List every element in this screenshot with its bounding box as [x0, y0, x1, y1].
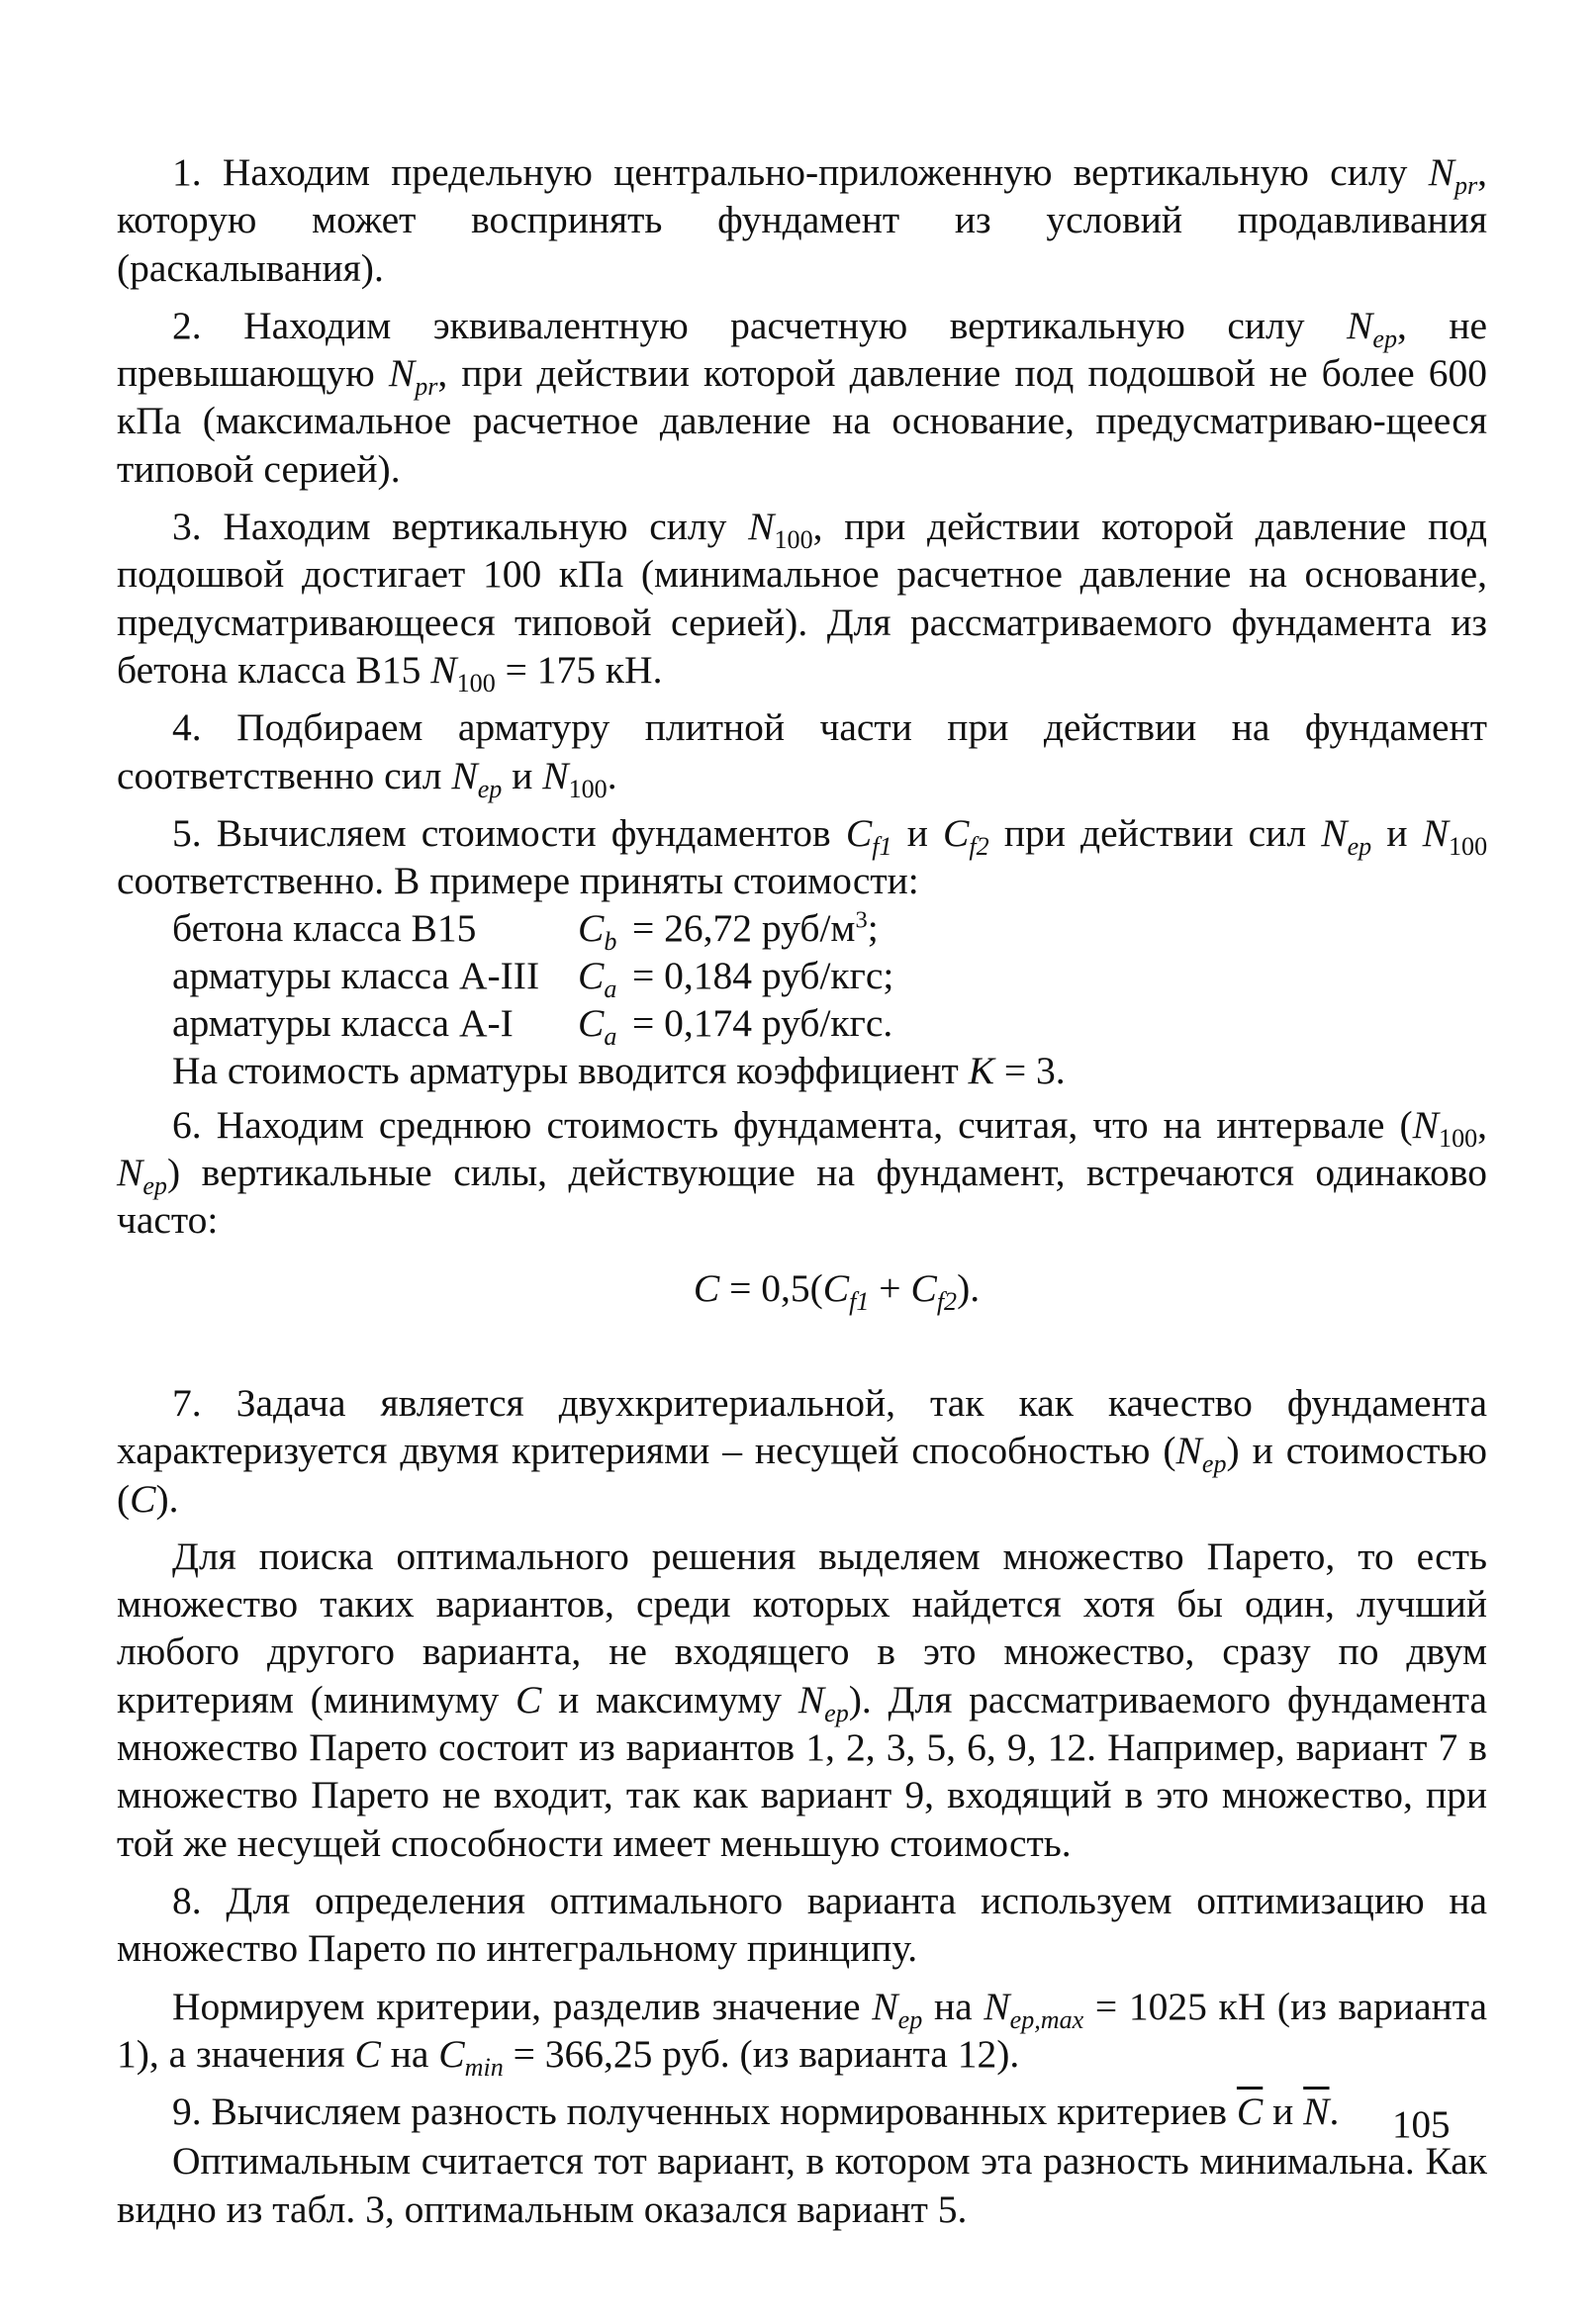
text: и	[906, 810, 928, 855]
text: при действии сил	[1003, 810, 1307, 855]
symbol-N: N	[984, 1984, 1010, 2028]
cost-symbol	[578, 999, 632, 1052]
subscript: f1	[872, 831, 892, 861]
symbol-N: N	[872, 1984, 898, 2028]
value-tail: ;	[867, 906, 879, 951]
text: и	[1272, 2090, 1294, 2134]
value-text: = 0,184 руб/кгс;	[632, 954, 894, 998]
symbol-K: K	[968, 1049, 994, 1093]
cost-label: арматуры класса А-III	[172, 954, 540, 998]
subscript: f1	[849, 1286, 870, 1316]
text: .	[1329, 2090, 1340, 2134]
value-text: = 26,72 руб/м	[632, 906, 856, 951]
symbol-C: C	[578, 1001, 605, 1046]
paragraph-step-2	[117, 302, 1487, 493]
symbol-C: C	[910, 1265, 937, 1310]
page-number: 105	[1392, 2103, 1451, 2146]
subscript: a	[604, 1022, 617, 1052]
symbol-C: C	[822, 1265, 850, 1310]
symbol-C: C	[845, 810, 873, 855]
paragraph-step-1	[117, 148, 1487, 292]
text: соответственно. В примере приняты стоимости:	[117, 859, 919, 903]
value-text: = 0,174 руб/кгс.	[632, 1001, 893, 1046]
symbol-C: C	[578, 954, 605, 998]
page-body	[117, 148, 1487, 2243]
text: 5. Вычисляем стоимости фундаментов	[172, 810, 831, 855]
text: На стоимость арматуры вводится коэффициент	[172, 1049, 959, 1093]
text: ) и стоимостью (	[117, 1429, 1487, 1521]
paragraph-coefficient	[117, 1047, 1487, 1094]
paragraph-step-9	[117, 2088, 1487, 2135]
symbol-N: N	[1347, 303, 1373, 347]
symbol-N: N	[542, 753, 569, 797]
text: = 366,25 руб. (из варианта 12).	[503, 2031, 1020, 2076]
formula-average-cost	[117, 1264, 1487, 1316]
symbol-N: N	[1422, 810, 1450, 855]
text: , не превышающую	[117, 303, 1488, 396]
text: 8. Для определения оптимального варианта используем оптимизацию на множество Парето по интегральному принципу.	[117, 1878, 1487, 1971]
cost-row	[172, 952, 1487, 1004]
subscript: 100	[568, 774, 608, 803]
text: ,	[1477, 1102, 1487, 1147]
paragraph-step-7	[117, 1379, 1487, 1523]
subscript: min	[464, 2052, 504, 2082]
subscript: ep	[1347, 831, 1372, 861]
subscript: ep	[142, 1171, 167, 1201]
symbol-C: C	[693, 1265, 720, 1310]
cost-label: бетона класса В15	[172, 906, 477, 951]
paragraph-normalize	[117, 1983, 1488, 2082]
symbol-C: C	[578, 906, 605, 951]
symbol-C: C	[515, 1677, 542, 1721]
text: и	[1386, 810, 1408, 855]
symbol-N: N	[1175, 1429, 1202, 1473]
subscript: ep,max	[1009, 2004, 1084, 2034]
subscript: 100	[456, 669, 496, 698]
cost-value	[632, 999, 892, 1047]
text: 7. Задача является двухкритериальной, так как качество фундамента характеризуется двумя критериями – несущей способностью (	[117, 1380, 1487, 1473]
symbol-C: C	[438, 2031, 465, 2076]
subscript: ep	[897, 2004, 923, 2034]
symbol-C: C	[130, 1476, 156, 1521]
text: ).	[957, 1265, 981, 1310]
cost-value	[632, 952, 893, 999]
subscript: f2	[969, 831, 989, 861]
paragraph-step-5	[117, 809, 1487, 905]
text: = 3.	[993, 1049, 1066, 1093]
text: , при действии которой давление под подошвой не более 600 кПа (максимальное расчетное давление на основание, предусматриваю-щееся типовой серией).	[117, 351, 1488, 491]
text: , которую может воспринять фундамент из условий продавливания (раскалывания).	[117, 150, 1488, 290]
symbol-N: N	[797, 1677, 825, 1721]
symbol-C: C	[943, 810, 970, 855]
paragraph-pareto	[117, 1533, 1487, 1867]
text: 4. Подбираем арматуру плитной части при действии на фундамент соответственно сил	[117, 705, 1487, 797]
text: 3. Находим вертикальную силу	[172, 505, 727, 549]
text: = 175 кН.	[495, 647, 663, 692]
symbol-N: N	[430, 647, 457, 692]
text: = 1025 кН (из варианта 1), а значения	[117, 1984, 1488, 2076]
symbol-N: N	[1412, 1102, 1440, 1147]
subscript: 100	[774, 525, 813, 555]
symbol-C: C	[354, 2031, 381, 2076]
superscript: 3	[855, 906, 868, 934]
text: ). Для рассматриваемого фундамента множество Парето состоит из вариантов 1, 2, 3, 5, 6, 9, 12. Например, вариант 7 в множество Парето не входит, так как вариант 9, входящий в это множество, при той же несущей способности имеет меньшую стоимость.	[117, 1677, 1488, 1865]
subscript: a	[604, 975, 617, 1004]
subscript: 100	[1449, 831, 1488, 861]
subscript: ep	[824, 1698, 849, 1727]
text: на	[390, 2031, 429, 2076]
subscript: 100	[1439, 1123, 1478, 1153]
cost-list	[172, 904, 1487, 1052]
symbol-N: N	[1321, 810, 1348, 855]
subscript: b	[604, 927, 617, 957]
subscript: pr	[415, 372, 438, 402]
symbol-N: N	[388, 351, 416, 396]
text: 1. Находим предельную центрально-приложенную вертикальную силу	[172, 150, 1408, 194]
text: 6. Находим среднюю стоимость фундамента, считая, что на интервале (	[172, 1102, 1413, 1147]
text: ) вертикальные силы, действующие на фундамент, встречаются одинаково часто:	[117, 1151, 1487, 1243]
subscript: f2	[936, 1286, 958, 1316]
text: и максимуму	[558, 1677, 783, 1721]
symbol-N-bar: $\overline{N}$	[1303, 2090, 1330, 2134]
text: Для поиска оптимального решения выделяем множество Парето, то есть множество таких вариантов, среди которых найдется хотя бы один, лучший любого другого варианта, не входящего в это множество, сразу по двум критериям (минимуму	[117, 1534, 1487, 1721]
paragraph-conclusion	[117, 2137, 1487, 2233]
text: ).	[155, 1476, 179, 1521]
text: Оптимальным считается тот вариант, в котором эта разность минимальна. Как видно из табл. 3, оптимальным оказался вариант 5.	[117, 2139, 1487, 2231]
text: на	[933, 1984, 973, 2028]
symbol-N: N	[451, 753, 478, 797]
paragraph-step-3	[117, 503, 1487, 698]
text: = 0,5(	[719, 1265, 823, 1310]
paragraph-step-6	[117, 1101, 1487, 1245]
text: , при действии которой давление под подошвой достигает 100 кПа (минимальное расчетное давление на основание, предусматривающееся типовой серией). Для рассматриваемого фундамента из бетона класса В15	[117, 505, 1487, 692]
cost-label: арматуры класса А-I	[172, 1001, 514, 1046]
subscript: ep	[1372, 325, 1397, 353]
text: .	[607, 753, 617, 797]
text: +	[869, 1265, 911, 1310]
symbol-N: N	[117, 1151, 143, 1195]
cost-symbol	[578, 952, 632, 1004]
cost-row	[172, 904, 1487, 957]
subscript: ep	[1201, 1449, 1227, 1479]
symbol-C-bar: $\overline{C}$	[1236, 2090, 1264, 2134]
cost-value	[632, 904, 879, 952]
symbol-N: N	[748, 505, 775, 549]
subscript: ep	[477, 774, 503, 803]
text: и	[512, 753, 533, 797]
cost-symbol	[578, 904, 632, 957]
text: 9. Вычисляем разность полученных нормированных критериев	[172, 2090, 1228, 2134]
paragraph-step-4	[117, 703, 1487, 803]
paragraph-step-8	[117, 1877, 1487, 1973]
text: 2. Находим эквивалентную расчетную вертикальную силу	[172, 303, 1305, 347]
cost-row	[172, 999, 1487, 1052]
symbol-N: N	[1428, 150, 1454, 194]
text: Нормируем критерии, разделив значение	[172, 1984, 861, 2028]
subscript: pr	[1453, 171, 1478, 201]
